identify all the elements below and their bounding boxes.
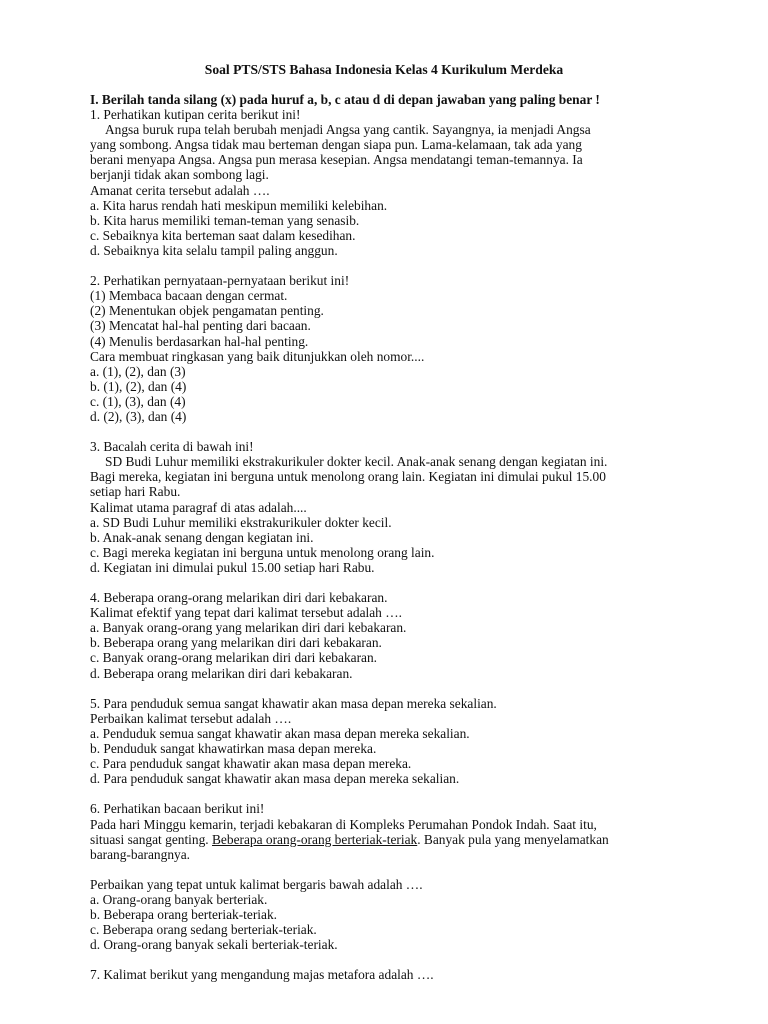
question-prompt: Amanat cerita tersebut adalah …. [90, 182, 270, 198]
option-c: c. Bagi mereka kegiatan ini berguna untuk menolong orang lain. [90, 544, 435, 560]
question-5 [90, 696, 690, 787]
option-c: c. (1), (3), dan (4) [90, 393, 186, 409]
question-prompt: Kalimat efektif yang tepat dari kalimat tersebut adalah …. [90, 605, 402, 621]
question-2 [90, 273, 690, 424]
question-1 [90, 107, 690, 258]
question-text: 1. Perhatikan kutipan cerita berikut ini! [90, 107, 301, 123]
statement-item: (2) Menentukan objek pengamatan penting. [90, 303, 324, 319]
option-d: d. Para penduduk sangat khawatir akan masa depan mereka sekalian. [90, 771, 460, 787]
spacer [90, 575, 690, 590]
spacer [90, 862, 690, 877]
option-d: d. Beberapa orang melarikan diri dari kebakaran. [90, 665, 353, 681]
question-4 [90, 590, 690, 681]
passage-line: Angsa buruk rupa telah berubah menjadi Angsa yang cantik. Sayangnya, ia menjadi Angsa [105, 122, 591, 138]
option-d: d. Sebaiknya kita selalu tampil paling anggun. [90, 242, 338, 258]
option-a: a. Penduduk semua sangat khawatir akan masa depan mereka sekalian. [90, 725, 470, 741]
option-c: c. Beberapa orang sedang berteriak-teriak. [90, 922, 317, 938]
option-a: a. SD Budi Luhur memiliki ekstrakurikuler dokter kecil. [90, 514, 392, 530]
question-prompt: Perbaikan yang tepat untuk kalimat bergaris bawah adalah …. [90, 876, 423, 892]
option-b: b. (1), (2), dan (4) [90, 378, 187, 394]
passage-line: Pada hari Minggu kemarin, terjadi kebakaran di Kompleks Perumahan Pondok Indah. Saat itu, [90, 816, 597, 832]
passage-text: . Banyak pula yang menyelamatkan [417, 831, 609, 847]
question-text: 2. Perhatikan pernyataan-pernyataan berikut ini! [90, 273, 350, 289]
option-a: a. Orang-orang banyak berteriak. [90, 891, 268, 907]
option-a: a. Kita harus rendah hati meskipun memiliki kelebihan. [90, 197, 388, 213]
underlined-sentence: Beberapa orang-orang berteriak-teriak [212, 831, 418, 847]
spacer [90, 952, 690, 967]
question-text: 7. Kalimat berikut yang mengandung majas metafora adalah …. [90, 967, 434, 983]
option-b: b. Anak-anak senang dengan kegiatan ini. [90, 529, 314, 545]
spacer [90, 681, 690, 696]
statement-item: (3) Mencatat hal-hal penting dari bacaan. [90, 318, 311, 334]
spacer [90, 786, 690, 801]
passage-line: setiap hari Rabu. [90, 484, 181, 500]
option-b: b. Kita harus memiliki teman-teman yang senasib. [90, 212, 360, 228]
passage-text: situasi sangat genting. [90, 831, 212, 847]
option-b: b. Penduduk sangat khawatirkan masa depan mereka. [90, 741, 377, 757]
question-text: 4. Beberapa orang-orang melarikan diri dari kebakaran. [90, 590, 388, 606]
question-prompt: Kalimat utama paragraf di atas adalah.... [90, 499, 307, 515]
option-a: a. Banyak orang-orang yang melarikan diri dari kebakaran. [90, 620, 407, 636]
question-3 [90, 439, 690, 575]
passage-line: berani menyapa Angsa. Angsa pun merasa kesepian. Angsa mendatangi teman-temannya. Ia [90, 152, 583, 168]
option-c: c. Sebaiknya kita berteman saat dalam kesedihan. [90, 227, 356, 243]
option-d: d. (2), (3), dan (4) [90, 408, 187, 424]
passage-line: berjanji tidak akan sombong lagi. [90, 167, 269, 183]
option-c: c. Para penduduk sangat khawatir akan masa depan mereka. [90, 756, 412, 772]
passage-line: barang-barangnya. [90, 846, 191, 862]
passage-line [90, 832, 690, 847]
question-prompt: Perbaikan kalimat tersebut adalah …. [90, 710, 292, 726]
option-b: b. Beberapa orang berteriak-teriak. [90, 907, 277, 923]
question-text: 5. Para penduduk semua sangat khawatir akan masa depan mereka sekalian. [90, 695, 497, 711]
option-b: b. Beberapa orang yang melarikan diri dari kebakaran. [90, 635, 382, 651]
option-c: c. Banyak orang-orang melarikan diri dari kebakaran. [90, 650, 378, 666]
passage-line: yang sombong. Angsa tidak mau berteman dengan siapa pun. Lama-kelamaan, tak ada yang [90, 137, 582, 153]
question-6 [90, 801, 690, 952]
statement-item: (1) Membaca bacaan dengan cermat. [90, 288, 288, 304]
passage-line: SD Budi Luhur memiliki ekstrakurikuler dokter kecil. Anak-anak senang dengan kegiatan ini. [105, 454, 608, 470]
option-d: d. Kegiatan ini dimulai pukul 15.00 setiap hari Rabu. [90, 559, 375, 575]
spacer [90, 258, 690, 273]
question-7 [90, 967, 690, 982]
question-text: 3. Bacalah cerita di bawah ini! [90, 439, 254, 455]
spacer [90, 424, 690, 439]
option-a: a. (1), (2), dan (3) [90, 363, 186, 379]
question-sheet [90, 92, 690, 983]
question-prompt: Cara membuat ringkasan yang baik ditunjukkan oleh nomor.... [90, 348, 425, 364]
question-text: 6. Perhatikan bacaan berikut ini! [90, 801, 265, 817]
statement-item: (4) Menulis berdasarkan hal-hal penting. [90, 333, 309, 349]
section-instruction: I. Berilah tanda silang (x) pada huruf a, b, c atau d di depan jawaban yang paling benar ! [90, 92, 600, 107]
option-d: d. Orang-orang banyak sekali berteriak-teriak. [90, 937, 338, 953]
document-title: Soal PTS/STS Bahasa Indonesia Kelas 4 Kurikulum Merdeka [204, 62, 564, 77]
passage-line: Bagi mereka, kegiatan ini berguna untuk menolong orang lain. Kegiatan ini dimulai pukul 15.00 [90, 469, 606, 485]
